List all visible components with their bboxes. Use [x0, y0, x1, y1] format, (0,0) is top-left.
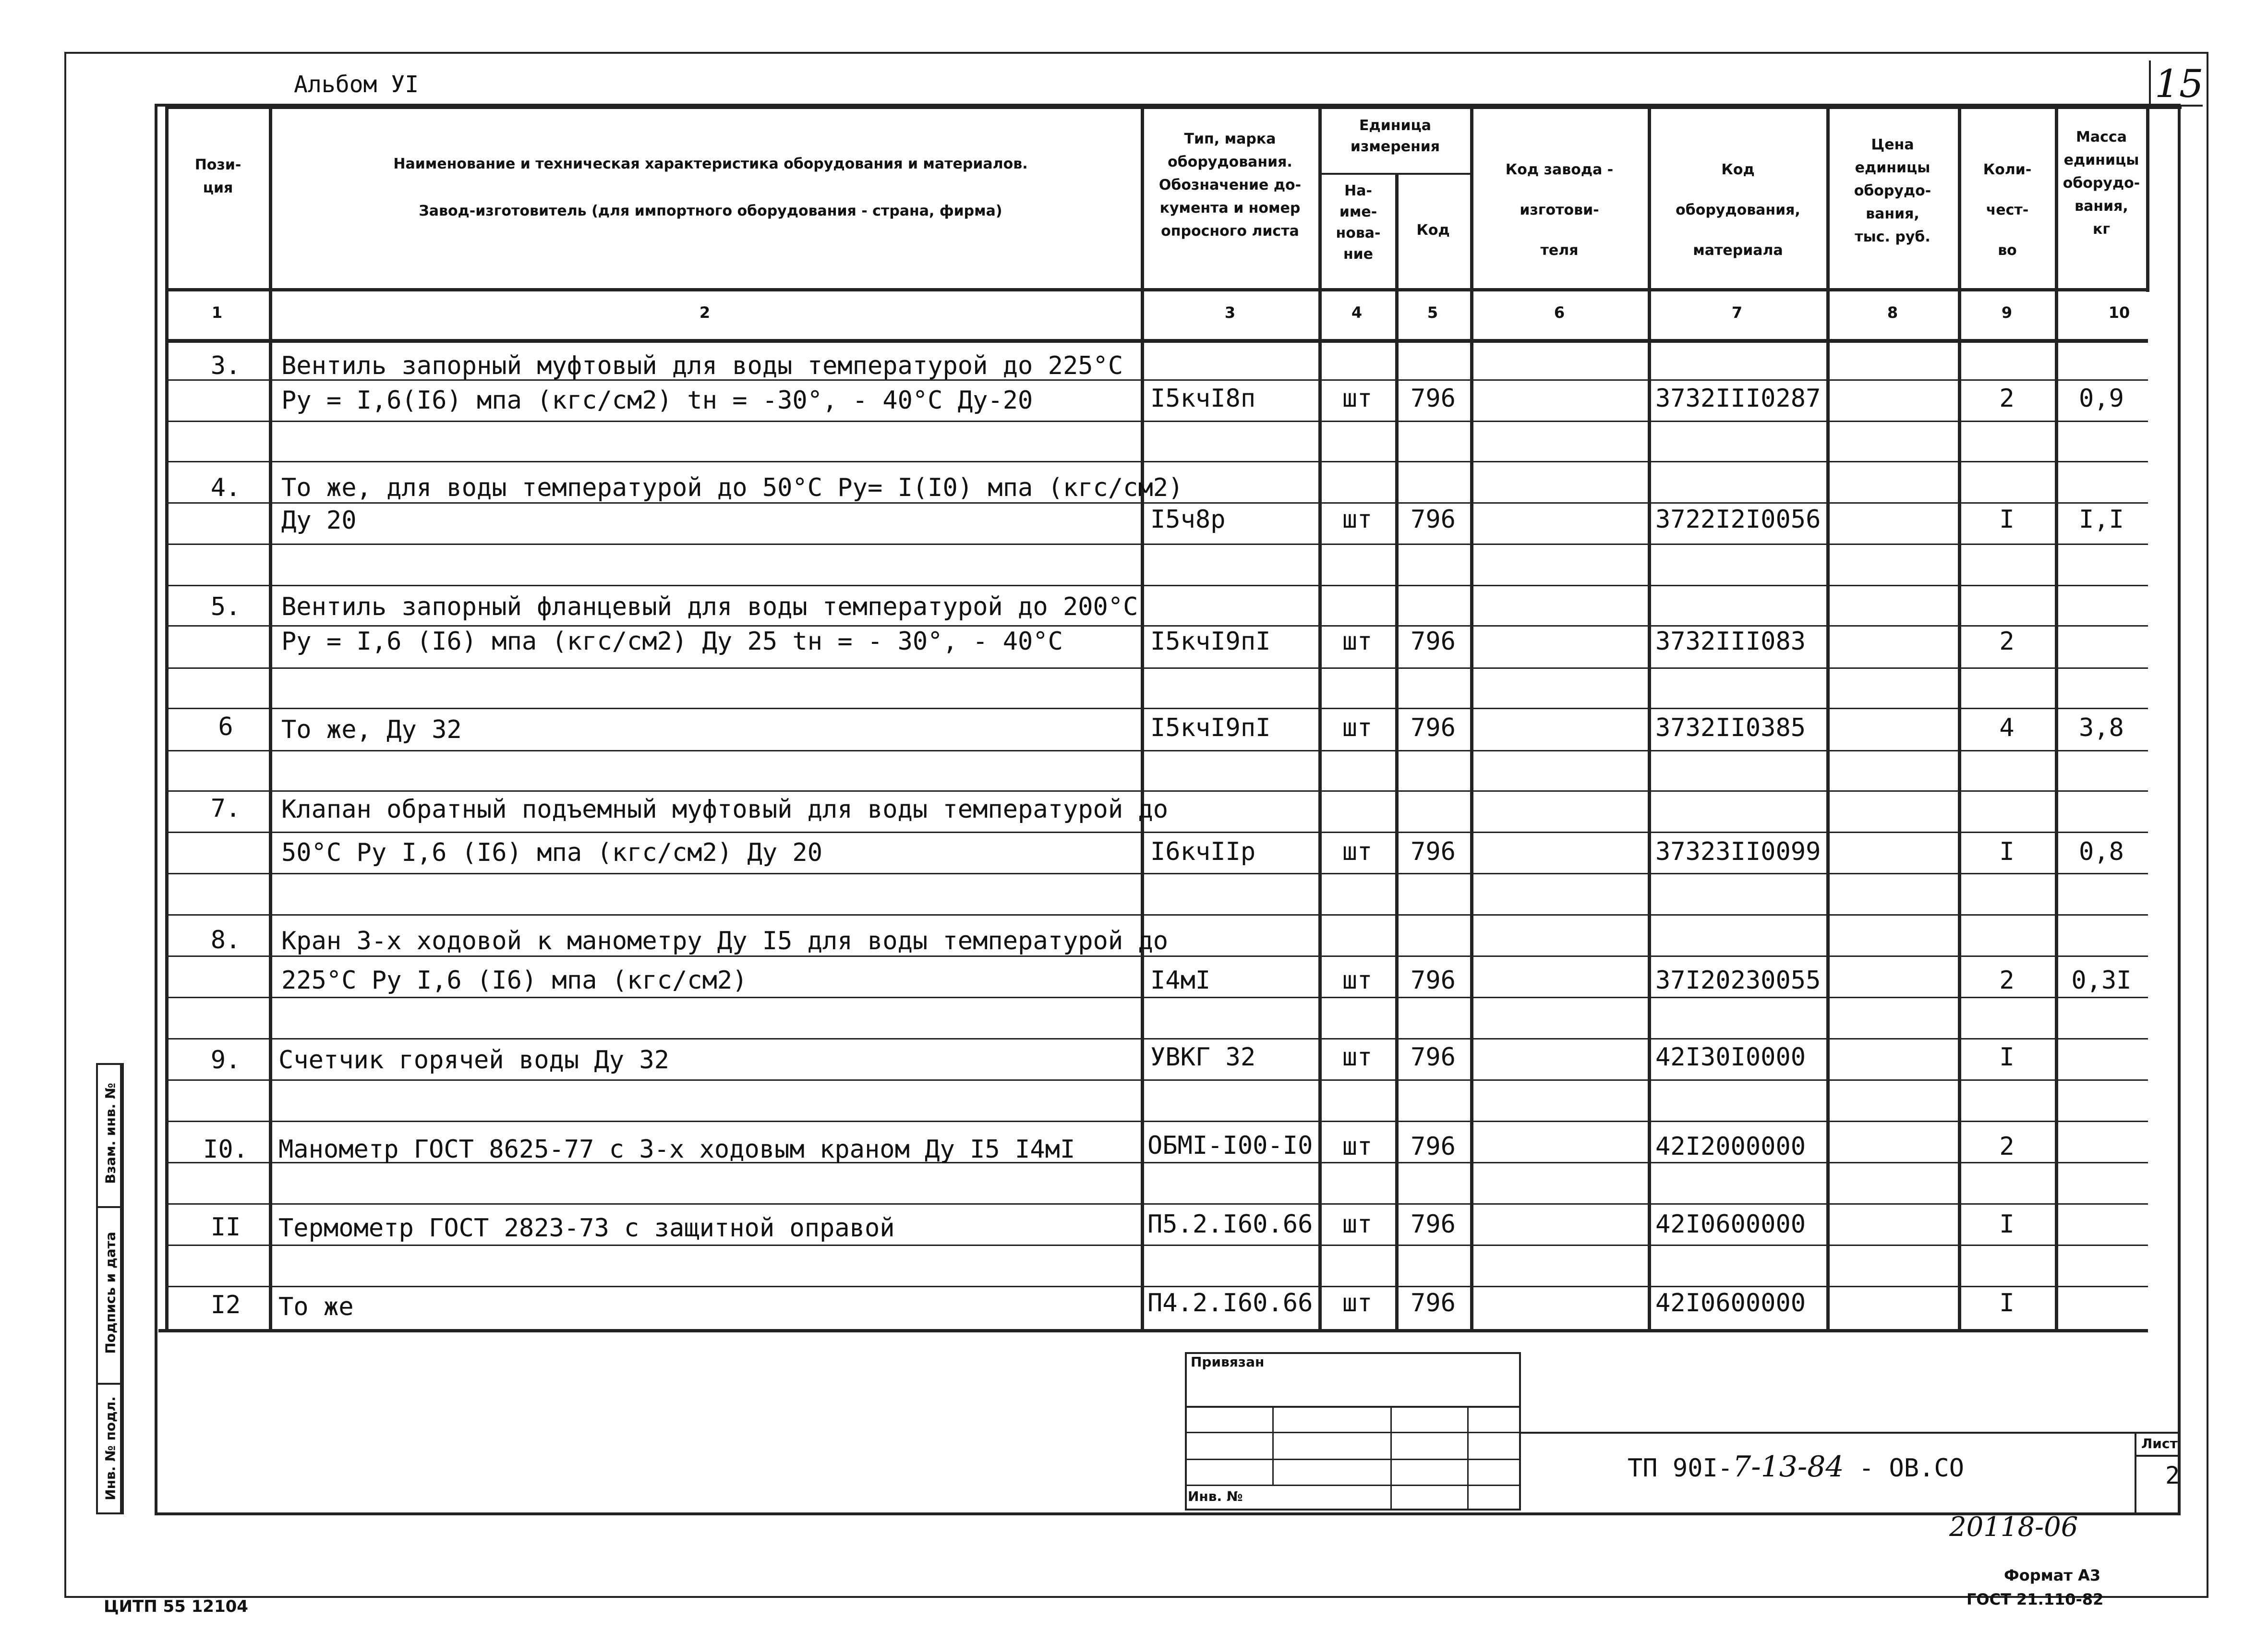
row-line	[165, 461, 2148, 462]
row-mass: I,I	[2079, 505, 2124, 534]
header-col8: Цена единицы оборудо- вания, тыс. руб.	[1854, 136, 1931, 245]
row-line	[165, 873, 2148, 874]
row-unit: шт	[1342, 1210, 1373, 1239]
row-name-line1: Термометр ГОСТ 2823-73 с защитной оправой	[278, 1214, 895, 1243]
row-code: 3732III083	[1655, 627, 1806, 656]
row-mass: 0,8	[2079, 837, 2124, 866]
row-line	[165, 1203, 2148, 1205]
row-code: 42I0600000	[1655, 1210, 1806, 1239]
row-line	[165, 667, 2148, 669]
row-unit-code: 796	[1411, 505, 1456, 534]
row-unit-code: 796	[1411, 1210, 1456, 1239]
row-pos: 6	[218, 713, 233, 741]
col-line-10	[2146, 106, 2149, 292]
row-line	[165, 421, 2148, 422]
row-type: УВКГ 32	[1150, 1043, 1256, 1072]
list-box-line	[2135, 1455, 2181, 1457]
row-name-line2: Ру = I,6(I6) мпа (кгс/см2) tн = -30°, - 40°С Ду-20	[281, 386, 1033, 415]
row-pos: 3.	[210, 351, 241, 380]
stamp-vline	[1467, 1406, 1469, 1511]
row-line	[165, 790, 2148, 792]
row-name-line1: Манометр ГОСТ 8625-77 с 3-х ходовым краном Ду I5 I4мI	[278, 1135, 1075, 1164]
header-col3: Тип, марка оборудования. Обозначение до- кумента и номер опросного листа	[1158, 131, 1302, 240]
doc-code-hand: 7-13-84	[1733, 1450, 1844, 1484]
row-unit: шт	[1342, 505, 1373, 534]
colnum-2: 2	[699, 303, 711, 322]
row-unit: шт	[1342, 713, 1373, 742]
row-qty: 2	[1999, 966, 2015, 995]
row-name-line1: Клапан обратный подъемный муфтовый для воды температурой до	[281, 795, 1169, 824]
row-code: 37323II0099	[1655, 837, 1821, 866]
stamp-line	[1185, 1406, 1521, 1408]
col-line-1	[269, 106, 272, 1331]
sheet-corner-number: 15	[2155, 61, 2204, 106]
row-pos: 7.	[210, 794, 241, 823]
row-unit: шт	[1342, 837, 1373, 866]
row-pos: 8.	[210, 926, 241, 955]
row-pos: 9.	[210, 1046, 241, 1075]
row-line	[165, 1286, 2148, 1287]
row-name-line2: Ду 20	[281, 506, 357, 535]
colnum-7: 7	[1731, 303, 1743, 322]
row-line	[165, 585, 2148, 586]
row-line	[165, 544, 2148, 545]
row-type: П4.2.I60.66	[1147, 1289, 1313, 1318]
stamp-line	[1185, 1432, 1521, 1433]
doc-code-suffix: - ОВ.СО	[1858, 1454, 1965, 1483]
side-label-podpis: Подпись и дата	[102, 1232, 119, 1354]
stamp-line	[1185, 1459, 1521, 1460]
row-name-line1: Кран 3-х ходовой к манометру Ду I5 для воды температурой до	[281, 927, 1169, 955]
row-line	[165, 1121, 2148, 1122]
row-line	[165, 914, 2148, 916]
row-unit: шт	[1342, 1289, 1373, 1318]
row-unit-code: 796	[1411, 1289, 1456, 1318]
stamp-line	[1185, 1485, 1521, 1486]
row-type: I5ч8р	[1150, 505, 1226, 534]
row-type: П5.2.I60.66	[1147, 1210, 1313, 1239]
row-type: I6кчIIр	[1150, 837, 1256, 866]
header-col4: На- име- нова- ние	[1336, 182, 1381, 263]
row-pos: I0.	[203, 1135, 248, 1164]
stamp-inv-no: Инв. №	[1188, 1488, 1243, 1504]
header-col6: Код завода - изготови- теля	[1505, 161, 1614, 259]
header-col2-line2: Завод-изготовитель (для импортного оборудования - страна, фирма)	[419, 203, 1002, 219]
doc-code-printed: ТП 90I-	[1628, 1454, 1733, 1483]
row-qty: I	[1999, 1289, 2015, 1318]
side-label-inv: Инв. № подл.	[102, 1396, 119, 1500]
row-unit-code: 796	[1411, 966, 1456, 995]
row-qty: 2	[1999, 1132, 2015, 1161]
row-name-line2: 50°С Ру I,6 (I6) мпа (кгс/см2) Ду 20	[281, 838, 823, 867]
row-code: 42I2000000	[1655, 1132, 1806, 1161]
stamp-vline	[1272, 1406, 1274, 1485]
stamp-vline	[1390, 1406, 1392, 1511]
row-name-line1: Вентиль запорный фланцевый для воды температурой до 200°С	[281, 592, 1138, 621]
colnum-6: 6	[1554, 303, 1565, 322]
row-code: 3732II0385	[1655, 713, 1806, 742]
row-mass: 0,9	[2079, 384, 2124, 413]
row-code: 37I20230055	[1655, 966, 1821, 995]
row-line	[165, 708, 2148, 709]
row-type: ОБМI-I00-I0	[1147, 1131, 1313, 1160]
album-title: Альбом УI	[294, 71, 419, 98]
col-line-6	[1648, 106, 1651, 1331]
row-line	[165, 832, 2148, 833]
row-pos: I2	[210, 1291, 241, 1319]
row-unit-code: 796	[1411, 1132, 1456, 1161]
colnum-3: 3	[1224, 303, 1236, 322]
row-line	[165, 1038, 2148, 1040]
row-pos: II	[210, 1213, 241, 1242]
row-qty: I	[1999, 505, 2015, 534]
row-code: 3732III0287	[1655, 384, 1821, 413]
row-line	[165, 341, 2148, 343]
colnum-4: 4	[1351, 303, 1363, 322]
row-mass: 0,3I	[2071, 966, 2132, 995]
row-type: I5кчI8п	[1150, 384, 1256, 413]
row-type: I4мI	[1150, 966, 1211, 995]
header-col7: Код оборудования, материала	[1676, 161, 1800, 259]
row-line	[165, 502, 2148, 504]
row-pos: 4.	[210, 473, 241, 502]
row-name-line1: То же, для воды температурой до 50°С Ру= I(I0) мпа (кгс/см2)	[281, 473, 1183, 502]
row-name-line1: То же, Ду 32	[281, 715, 462, 744]
row-pos: 5.	[210, 592, 241, 621]
row-unit: шт	[1342, 1043, 1373, 1072]
header-col9: Коли- чест- во	[1983, 161, 2032, 259]
format-label: Формат А3	[2004, 1566, 2101, 1584]
row-qty: I	[1999, 837, 2015, 866]
colnum-10: 10	[2108, 303, 2130, 322]
row-line	[165, 997, 2148, 998]
doc-code	[1628, 1450, 1964, 1484]
stamp-privyazan: Привязан	[1191, 1354, 1265, 1370]
row-unit-code: 796	[1411, 713, 1456, 742]
row-code: 42I30I0000	[1655, 1043, 1806, 1072]
colnum-8: 8	[1887, 303, 1898, 322]
row-unit-code: 796	[1411, 1043, 1456, 1072]
row-unit-code: 796	[1411, 627, 1456, 656]
row-qty: I	[1999, 1210, 2015, 1239]
colnum-1: 1	[211, 303, 223, 322]
side-label-vzam: Взам. инв. №	[102, 1083, 119, 1184]
header-bottom-line	[165, 288, 2148, 291]
stamp-privyazan-box	[1185, 1352, 1521, 1511]
row-name-line1: Вентиль запорный муфтовый для воды температурой до 225°С	[281, 351, 1123, 380]
colnum-9: 9	[2001, 303, 2013, 322]
row-name-line2: Ру = I,6 (I6) мпа (кгс/см2) Ду 25 tн = - 30°, - 40°С	[281, 627, 1063, 656]
side-strip-inner	[122, 1063, 124, 1514]
row-line	[165, 1079, 2148, 1081]
row-name-line1: Счетчик горячей воды Ду 32	[278, 1046, 669, 1075]
citp-label: ЦИТП 55 12104	[104, 1597, 248, 1616]
row-name-line1: То же	[278, 1293, 354, 1321]
gost-label: ГОСТ 21.110-82	[1966, 1590, 2104, 1608]
row-unit: шт	[1342, 1132, 1373, 1161]
row-line	[165, 750, 2148, 751]
col-line-2	[1141, 106, 1144, 1331]
row-qty: 4	[1999, 713, 2015, 742]
row-code: 3722I2I0056	[1655, 505, 1821, 534]
row-code: 42I0600000	[1655, 1289, 1806, 1318]
col-line-5	[1470, 106, 1473, 1331]
header-col10: Масса единицы оборудо- вания, кг	[2063, 129, 2140, 238]
title-block-top	[1521, 1432, 2181, 1434]
row-qty: 2	[1999, 384, 2015, 413]
unit-group-line	[1318, 173, 1470, 175]
header-top-line	[165, 106, 2182, 109]
row-qty: 2	[1999, 627, 2015, 656]
row-unit-code: 796	[1411, 837, 1456, 866]
table-bottom-line	[158, 1329, 2148, 1332]
row-unit: шт	[1342, 627, 1373, 656]
col-line-7	[1826, 106, 1830, 1331]
row-qty: I	[1999, 1043, 2015, 1072]
header-col5: Код	[1416, 222, 1450, 239]
row-type: I5кчI9пI	[1150, 713, 1271, 742]
row-name-line2: 225°С Ру I,6 (I6) мпа (кгс/см2)	[281, 966, 748, 995]
list-label: Лист	[2141, 1436, 2178, 1451]
row-mass: 3,8	[2079, 713, 2124, 742]
header-unit-group: Единица измерения	[1350, 117, 1440, 155]
row-type: I5кчI9пI	[1150, 627, 1271, 656]
colnum-5: 5	[1427, 303, 1438, 322]
row-unit: шт	[1342, 384, 1373, 413]
header-col2-line1: Наименование и техническая характеристика оборудования и материалов.	[393, 156, 1028, 172]
row-line	[165, 625, 2148, 627]
row-line	[165, 955, 2148, 957]
row-unit-code: 796	[1411, 384, 1456, 413]
row-unit: шт	[1342, 966, 1373, 995]
handwritten-number: 20118-06	[1949, 1511, 2078, 1543]
list-number: 2	[2165, 1462, 2180, 1489]
header-col1: Пози- ция	[194, 157, 241, 196]
row-line	[165, 1245, 2148, 1246]
col-line-0	[165, 106, 169, 1331]
